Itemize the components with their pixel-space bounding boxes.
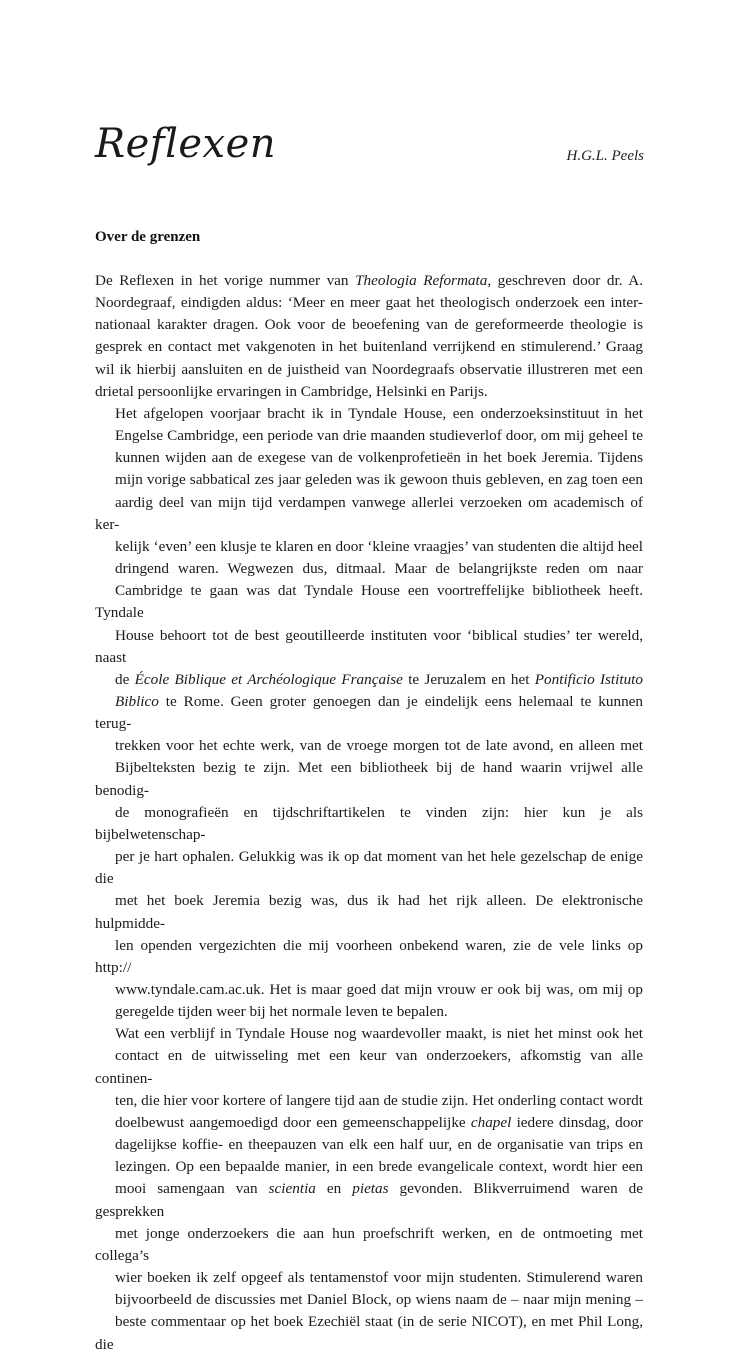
text-line: gesprek en contact met vakgenoten in het buitenland verrijkend en stimulerend.’ Graag [95, 338, 643, 356]
text-line: len openden vergezichten die mij voorheen onbekend waren, zie de vele links op http:// [95, 936, 643, 976]
text-line: Noordegraaf, eindigden aldus: ‘Meer en meer gaat het theologisch onderzoek een inter- [95, 294, 643, 312]
text-line: geregelde tijden weer bij het normale leven te bepalen. [115, 1003, 448, 1021]
text-line: House behoort tot de best geoutilleerde instituten voor ‘biblical studies’ ter wereld, naast [95, 626, 643, 666]
text-line: met het boek Jeremia bezig was, dus ik had het rijk alleen. De elektronische hulpmidde- [95, 892, 643, 932]
text-line: trekken voor het echte werk, van de vroege morgen tot de late avond, en alleen met [115, 737, 643, 755]
text-line: bijvoorbeeld de discussies met Daniel Block, op wiens naam de – naar mijn mening – [115, 1291, 643, 1309]
text-line: lezingen. Op een bepaalde manier, in een brede evangelicale context, wordt hier een [115, 1158, 643, 1176]
text-line: Cambridge te gaan was dat Tyndale House een voortreffelijke bibliotheek heeft. Tyndale [95, 582, 643, 622]
text-line: Het afgelopen voorjaar bracht ik in Tyndale House, een onderzoeksinstituut in het [115, 404, 643, 422]
paragraph [95, 270, 643, 403]
text-line: drietal persoonlijke ervaringen in Cambridge, Helsinki en Parijs. [95, 382, 488, 400]
section-heading: Over de grenzen [95, 229, 201, 245]
text-line: met jonge onderzoekers die aan hun proefschrift werken, en de ontmoeting met collega’s [95, 1224, 643, 1264]
text-line: beste commentaar op het boek Ezechiël staat (in de serie NICOT), en met Phil Long, die [95, 1313, 643, 1353]
text-line: dringend waren. Wegwezen dus, ditmaal. Maar de belangrijkste reden om naar [115, 560, 643, 578]
text-line: De Reflexen in het vorige nummer van Theologia Reformata, geschreven door dr. A. [95, 272, 643, 289]
italic-term: École Biblique et Archéologique Française [134, 670, 403, 688]
text-line: de École Biblique et Archéologique Française te Jeruzalem en het Pontificio Istituto [115, 670, 643, 688]
text-line: wil ik hierbij aansluiten en de juistheid van Noordegraafs observatie illustreren met een [95, 360, 643, 378]
text-line: aardig deel van mijn tijd verdampen vanwege allerlei verzoeken om academisch of ker- [95, 493, 643, 533]
text-line: wier boeken ik zelf opgeef als tentamenstof voor mijn studenten. Stimulerend waren [115, 1269, 643, 1287]
text-line: per je hart ophalen. Gelukkig was ik op dat moment van het hele gezelschap de enige die [95, 848, 643, 888]
text-line: ten, die hier voor kortere of langere tijd aan de studie zijn. Het onderling contact wordt [115, 1091, 643, 1109]
italic-term: Theologia Reformata [355, 272, 488, 289]
text-line: dagelijkse koffie- en theepauzen van elk een half uur, en de organisatie van trips en [115, 1136, 643, 1154]
article-body [95, 270, 643, 1356]
text-line: Engelse Cambridge, een periode van drie maanden studieverlof door, om mij geheel te [115, 427, 643, 445]
text-line: kelijk ‘even’ een klusje te klaren en door ‘kleine vraagjes’ van studenten die altijd heel [115, 537, 643, 555]
text-line: www.tyndale.cam.ac.uk. Het is maar goed dat mijn vrouw er ook bij was, om mij op [115, 981, 643, 998]
text-line: contact en de uitwisseling met een keur van onderzoekers, afkomstig van alle continen- [95, 1047, 643, 1087]
italic-term: pietas [352, 1180, 389, 1198]
text-line: Wat een verblijf in Tyndale House nog waardevoller maakt, is niet het minst ook het [115, 1025, 643, 1043]
text-line: doelbewust aangemoedigd door een gemeenschappelijke chapel iedere dinsdag, door [115, 1113, 643, 1131]
paragraph [95, 403, 643, 1023]
paragraph [95, 1023, 643, 1355]
italic-term: Biblico [115, 692, 159, 710]
italic-term: scientia [268, 1180, 316, 1198]
author-name: H.G.L. Peels [566, 148, 644, 164]
text-line: nationaal karakter dragen. Ook voor de beoefening van de gereformeerde theologie is [95, 316, 643, 334]
italic-term: Pontificio Istituto [534, 670, 643, 688]
text-line: Bijbelteksten bezig te zijn. Met een bibliotheek bij de hand waarin vrijwel alle benodig- [95, 759, 643, 799]
text-line: kunnen wijden aan de exegese van de volkenprofetieën in het boek Jeremia. Tijdens [115, 449, 643, 467]
text-line: mijn vorige sabbatical zes jaar geleden was ik gewoon thuis gebleven, en zag toen een [115, 471, 643, 489]
text-line: mooi samengaan van scientia en pietas gevonden. Blikverruimend waren de gesprekken [95, 1180, 643, 1220]
text-line: Biblico te Rome. Geen groter genoegen dan je eindelijk eens helemaal te kunnen terug- [95, 692, 643, 733]
italic-term: chapel [470, 1113, 512, 1131]
text-line: de monografieën en tijdschriftartikelen te vinden zijn: hier kun je als bijbelwetenschap- [95, 803, 643, 843]
page-title: Reflexen [95, 121, 277, 167]
